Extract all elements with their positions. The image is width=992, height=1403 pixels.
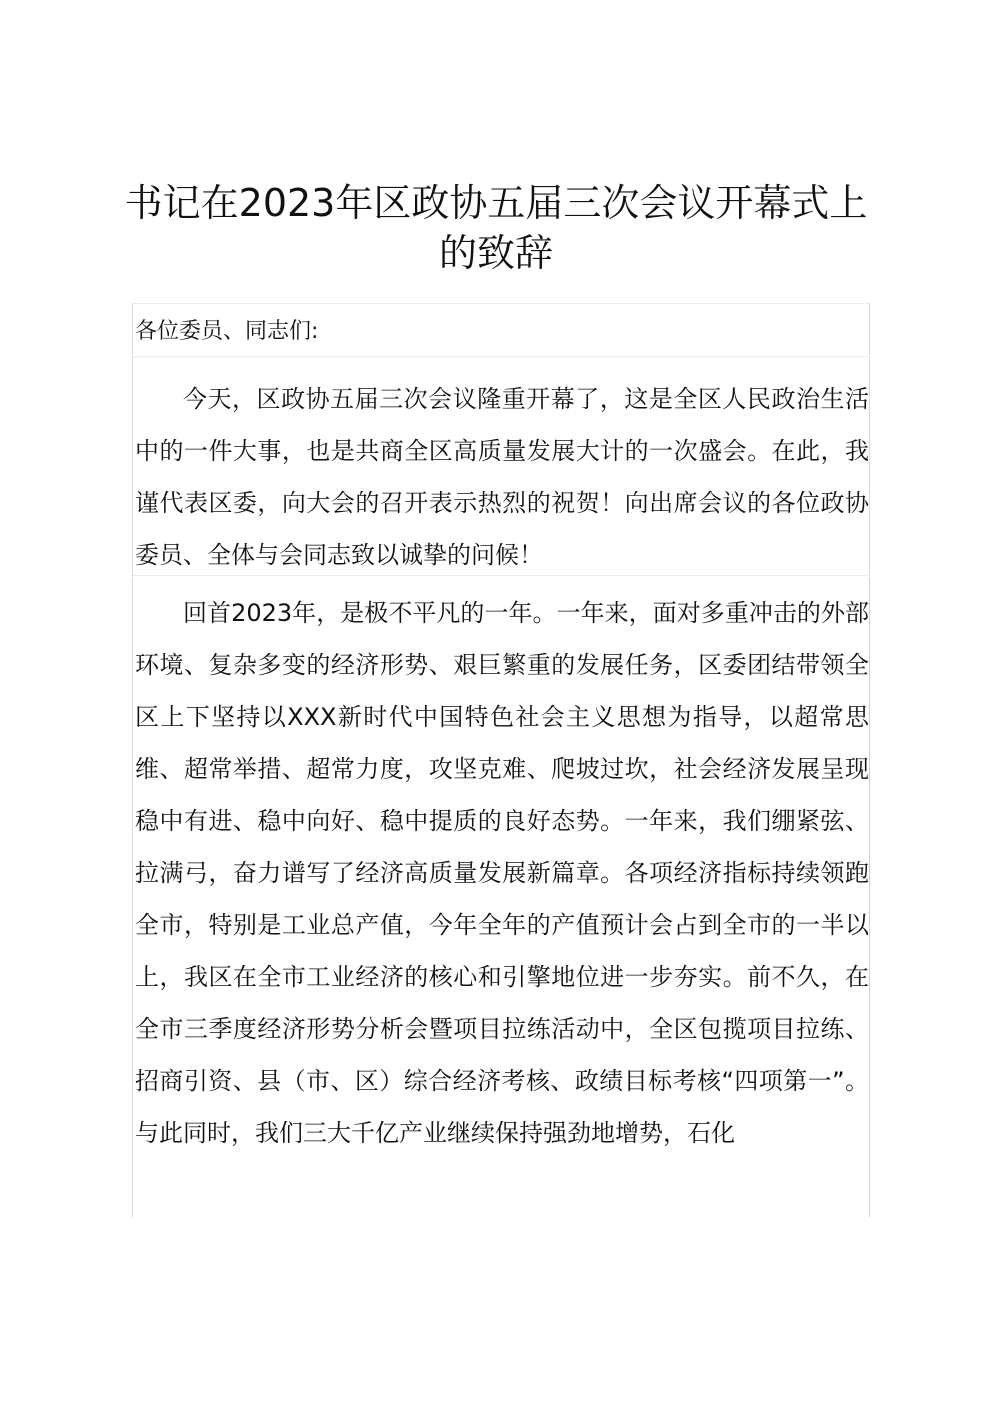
- paragraph-section-1: [132, 356, 870, 576]
- salutation: 各位委员、同志们:: [135, 319, 319, 344]
- document-title: 书记在2023年区政协五届三次会议开幕式上的致辞: [124, 181, 868, 275]
- paragraph-1: 今天，区政协五届三次会议隆重开幕了，这是全区人民政治生活中的一件大事，也是共商全区高质量发展大计的一次盛会。在此，我谨代表区委，向大会的召开表示热烈的祝贺！向出席会议的各位政协委员、全体与会同志致以诚挚的问候！: [135, 385, 869, 569]
- paragraph-2: 回首2023年，是极不平凡的一年。一年来，面对多重冲击的外部环境、复杂多变的经济形势、艰巨繁重的发展任务，区委团结带领全区上下坚持以XXX新时代中国特色社会主义思想为指导，以超常思维、超常举措、超常力度，攻坚克难、爬坡过坎，社会经济发展呈现稳中有进、稳中向好、稳中提质的良好态势。一年来，我们绷紧弦、拉满弓，奋力谱写了经济高质量发展新篇章。各项经济指标持续领跑全市，特别是工业总产值，今年全年的产值预计会占到全市的一半以上，我区在全市工业经济的核心和引擎地位进一步夯实。前不久，在全市三季度经济形势分析会暨项目拉练活动中，全区包揽项目拉练、招商引资、县（市、区）综合经济考核、政绩目标考核“四项第一”。与此同时，我们三大千亿产业继续保持强劲地增势，石化: [135, 599, 869, 1147]
- salutation-section: [132, 303, 870, 355]
- paragraph-section-2: [132, 577, 870, 1217]
